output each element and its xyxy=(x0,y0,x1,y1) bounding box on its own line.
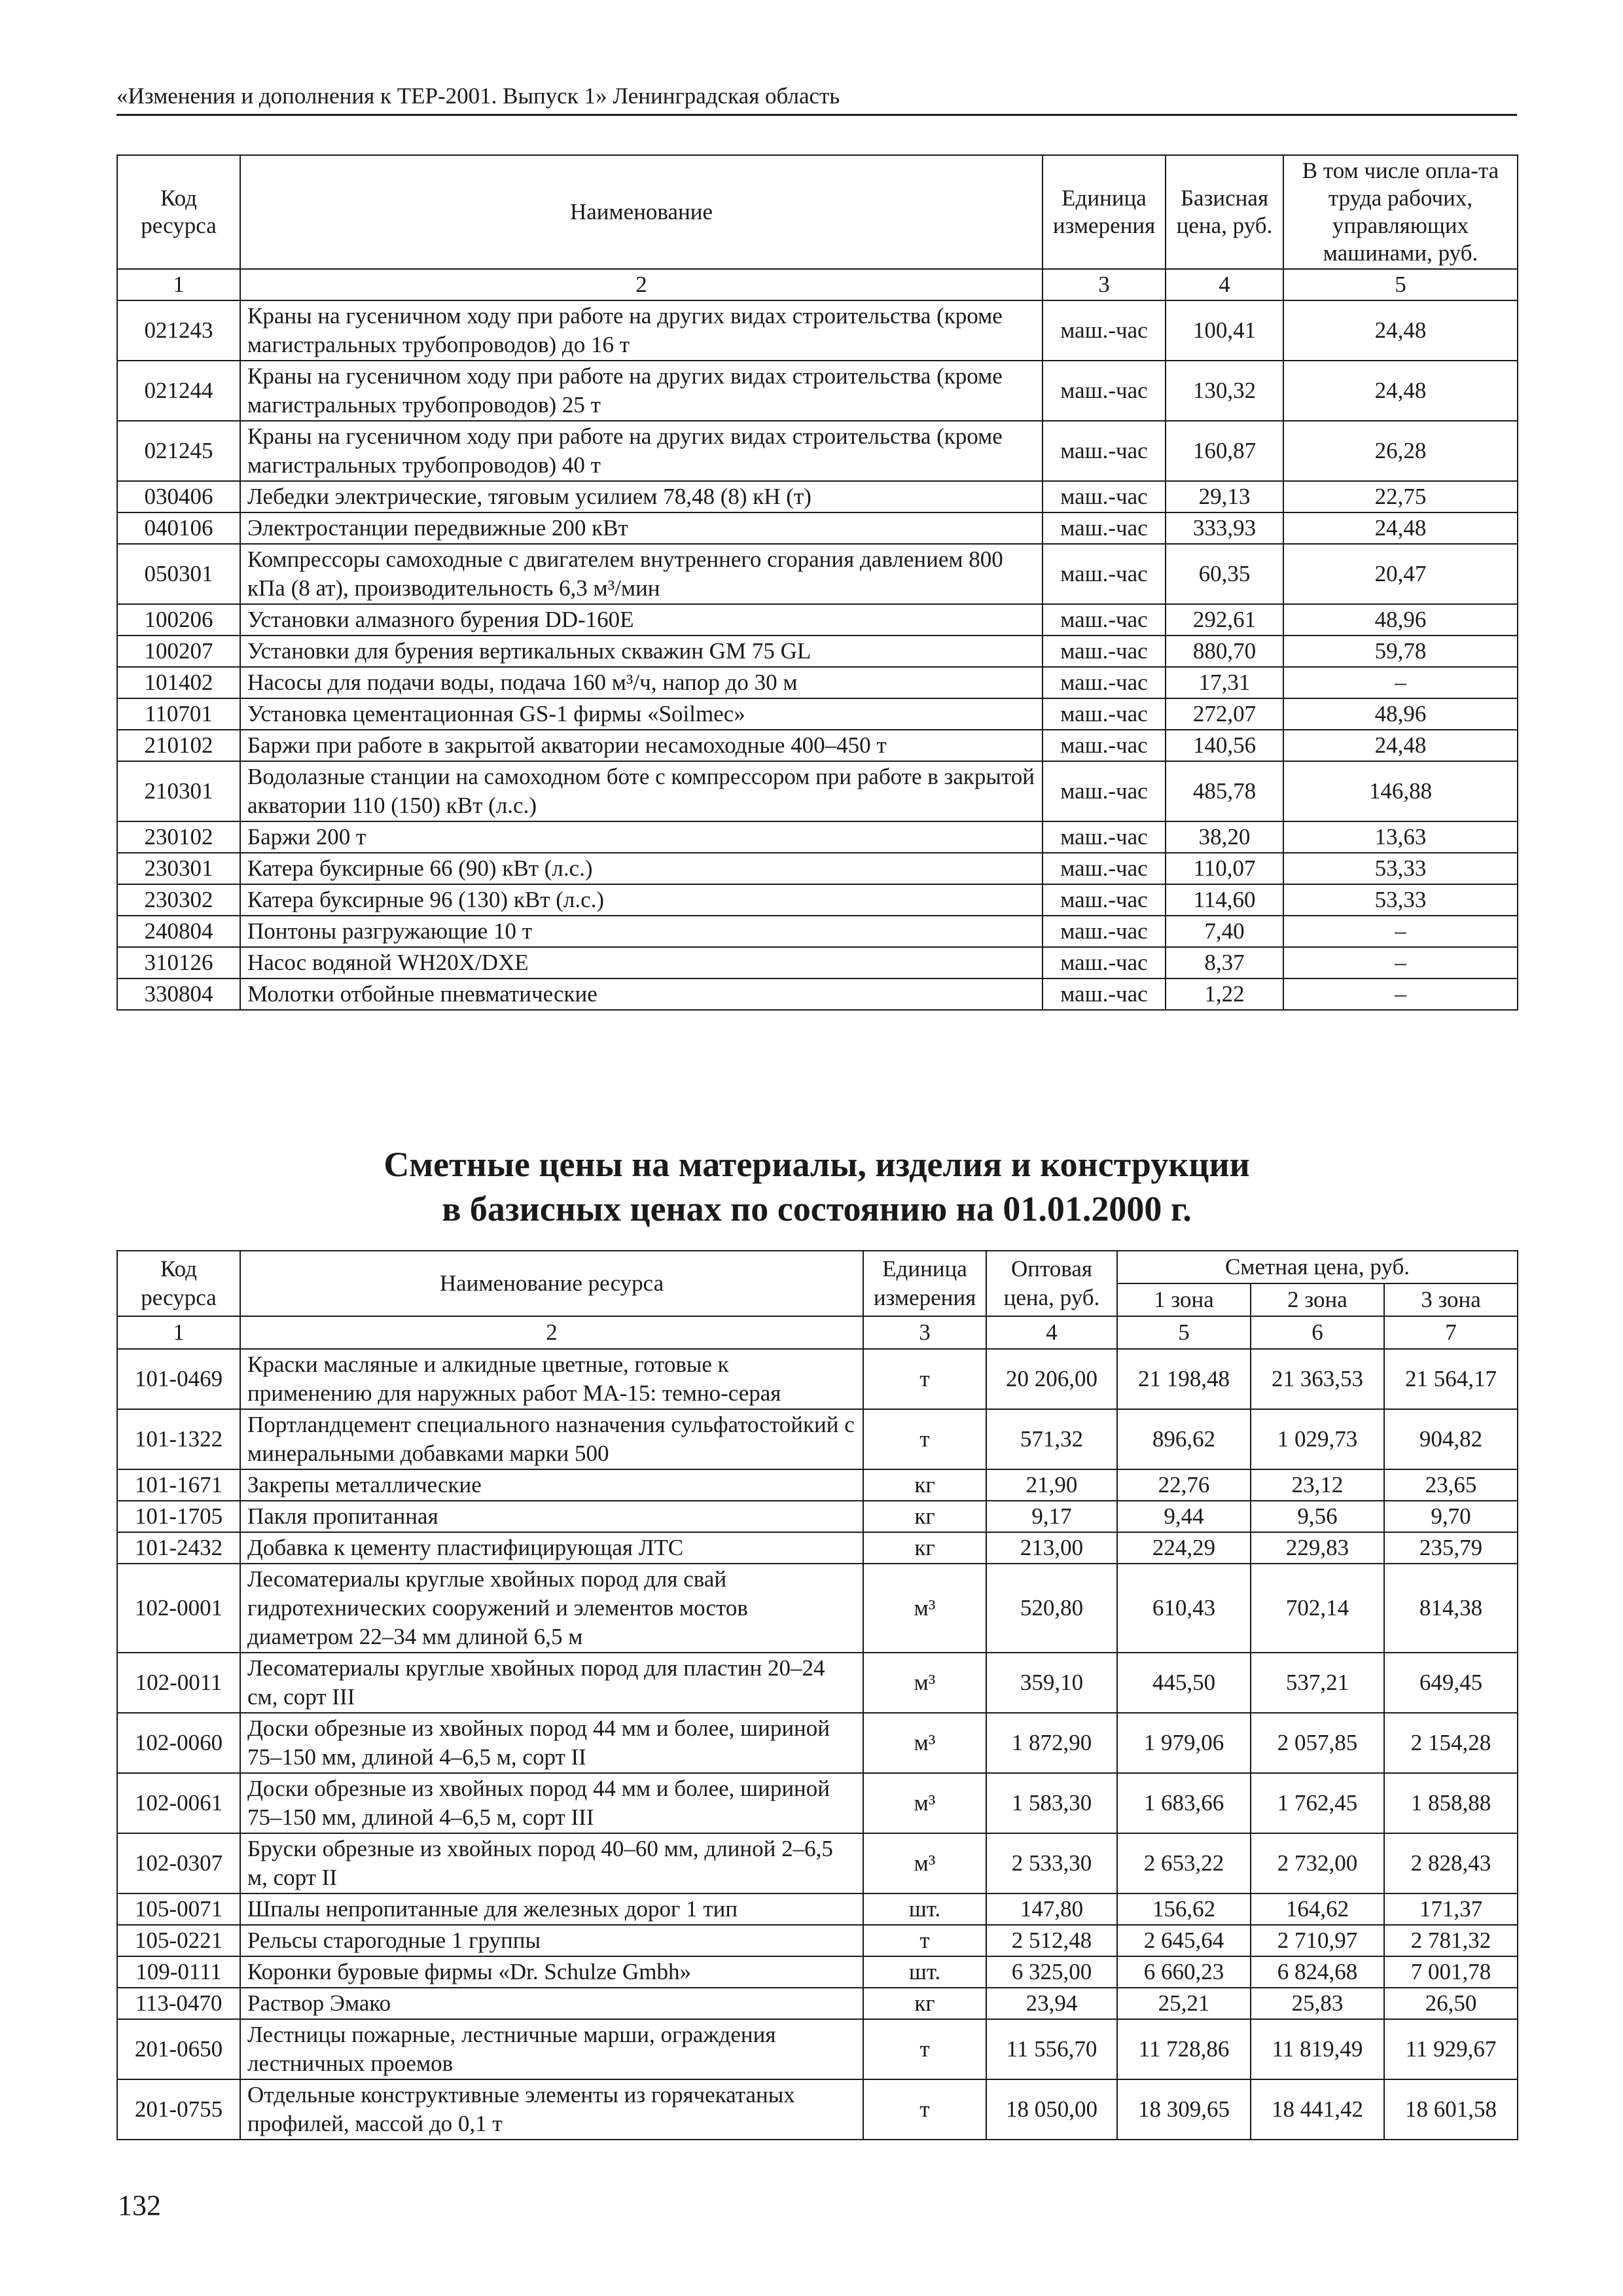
table-row xyxy=(117,1564,1518,1653)
cell-zone3: 18 601,58 xyxy=(1384,2079,1518,2140)
cell-zone1: 224,29 xyxy=(1117,1532,1251,1564)
cell-name: Установки алмазного бурения DD-160E xyxy=(240,604,1043,636)
cell-unit: т xyxy=(863,1925,986,1956)
cell-wholesale: 359,10 xyxy=(986,1653,1117,1713)
cell-name: Доски обрезные из хвойных пород 44 мм и более, шириной 75–150 мм, длиной 4–6,5 м, сорт III xyxy=(240,1773,863,1833)
section-title-line: в базисных ценах по состоянию на 01.01.2000 г. xyxy=(442,1189,1192,1229)
column-number: 5 xyxy=(1117,1316,1251,1349)
cell-zone2: 18 441,42 xyxy=(1251,2079,1384,2140)
cell-zone2: 9,56 xyxy=(1251,1501,1384,1532)
table-row xyxy=(117,884,1518,916)
cell-unit: шт. xyxy=(863,1893,986,1925)
cell-code: 100206 xyxy=(117,604,240,636)
cell-unit: маш.-час xyxy=(1043,481,1166,512)
cell-wholesale: 147,80 xyxy=(986,1893,1117,1925)
cell-zone1: 156,62 xyxy=(1117,1893,1251,1925)
cell-wholesale: 571,32 xyxy=(986,1409,1117,1469)
cell-unit: м³ xyxy=(863,1653,986,1713)
cell-name: Молотки отбойные пневматические xyxy=(240,978,1043,1010)
cell-name: Лестницы пожарные, лестничные марши, ограждения лестничных проемов xyxy=(240,2019,863,2079)
cell-unit: м³ xyxy=(863,1564,986,1653)
cell-name: Бруски обрезные из хвойных пород 40–60 мм, длиной 2–6,5 м, сорт II xyxy=(240,1833,863,1893)
cell-zone1: 1 979,06 xyxy=(1117,1713,1251,1773)
cell-price: 60,35 xyxy=(1166,544,1283,604)
table-row xyxy=(117,1833,1518,1893)
cell-zone1: 21 198,48 xyxy=(1117,1349,1251,1409)
cell-price: 1,22 xyxy=(1166,978,1283,1010)
cell-zone3: 904,82 xyxy=(1384,1409,1518,1469)
cell-unit: маш.-час xyxy=(1043,667,1166,698)
cell-zone3: 814,38 xyxy=(1384,1564,1518,1653)
cell-code: 102-0001 xyxy=(117,1564,240,1653)
cell-zone1: 9,44 xyxy=(1117,1501,1251,1532)
cell-wholesale: 1 583,30 xyxy=(986,1773,1117,1833)
table-row xyxy=(117,1653,1518,1713)
cell-unit: маш.-час xyxy=(1043,884,1166,916)
table-row xyxy=(117,821,1518,853)
machines-table xyxy=(116,154,1518,1011)
cell-zone1: 18 309,65 xyxy=(1117,2079,1251,2140)
cell-wholesale: 21,90 xyxy=(986,1469,1117,1501)
cell-zone3: 2 154,28 xyxy=(1384,1713,1518,1773)
table-row xyxy=(117,853,1518,884)
cell-zone3: 7 001,78 xyxy=(1384,1956,1518,1988)
cell-name: Закрепы металлические xyxy=(240,1469,863,1501)
cell-name: Водолазные станции на самоходном боте с компрессором при работе в закрытой акватории 110 (150) кВт (л.с.) xyxy=(240,761,1043,821)
table-row xyxy=(117,1988,1518,2019)
cell-wholesale: 11 556,70 xyxy=(986,2019,1117,2079)
header-wholesale: Оптовая цена, руб. xyxy=(986,1251,1117,1316)
cell-price: 114,60 xyxy=(1166,884,1283,916)
cell-wholesale: 2 533,30 xyxy=(986,1833,1117,1893)
column-number: 6 xyxy=(1251,1316,1384,1349)
cell-price: 38,20 xyxy=(1166,821,1283,853)
cell-name: Портландцемент специального назначения сульфатостойкий с минеральными добавками марки 500 xyxy=(240,1409,863,1469)
cell-wholesale: 9,17 xyxy=(986,1501,1117,1532)
cell-unit: кг xyxy=(863,1532,986,1564)
cell-name: Шпалы непропитанные для железных дорог 1 тип xyxy=(240,1893,863,1925)
cell-wages: 26,28 xyxy=(1283,421,1518,481)
cell-zone1: 6 660,23 xyxy=(1117,1956,1251,1988)
cell-code: 210301 xyxy=(117,761,240,821)
table-row xyxy=(117,636,1518,667)
header-code: Код ресурса xyxy=(117,155,240,269)
cell-code: 050301 xyxy=(117,544,240,604)
cell-wages: – xyxy=(1283,667,1518,698)
cell-wages: – xyxy=(1283,916,1518,947)
cell-code: 040106 xyxy=(117,512,240,544)
cell-name: Отдельные конструктивные элементы из горячекатаных профилей, массой до 0,1 т xyxy=(240,2079,863,2140)
cell-unit: маш.-час xyxy=(1043,821,1166,853)
cell-name: Лесоматериалы круглые хвойных пород для свай гидротехнических сооружений и элементов мостов диаметром 22–34 мм длиной 6,5 м xyxy=(240,1564,863,1653)
cell-wholesale: 23,94 xyxy=(986,1988,1117,2019)
cell-code: 230301 xyxy=(117,853,240,884)
cell-zone1: 2 653,22 xyxy=(1117,1833,1251,1893)
cell-code: 240804 xyxy=(117,916,240,947)
table-row xyxy=(117,1409,1518,1469)
cell-zone3: 2 781,32 xyxy=(1384,1925,1518,1956)
cell-price: 8,37 xyxy=(1166,947,1283,978)
cell-unit: кг xyxy=(863,1988,986,2019)
cell-unit: маш.-час xyxy=(1043,544,1166,604)
cell-zone2: 23,12 xyxy=(1251,1469,1384,1501)
cell-name: Доски обрезные из хвойных пород 44 мм и более, шириной 75–150 мм, длиной 4–6,5 м, сорт II xyxy=(240,1713,863,1773)
cell-price: 272,07 xyxy=(1166,698,1283,730)
cell-code: 105-0071 xyxy=(117,1893,240,1925)
cell-zone1: 610,43 xyxy=(1117,1564,1251,1653)
cell-name: Краны на гусеничном ходу при работе на других видах строительства (кроме магистральных трубопроводов) 25 т xyxy=(240,361,1043,421)
table-row xyxy=(117,2019,1518,2079)
cell-name: Баржи при работе в закрытой акватории несамоходные 400–450 т xyxy=(240,730,1043,761)
cell-name: Добавка к цементу пластифицирующая ЛТС xyxy=(240,1532,863,1564)
cell-zone1: 445,50 xyxy=(1117,1653,1251,1713)
cell-code: 201-0755 xyxy=(117,2079,240,2140)
cell-price: 292,61 xyxy=(1166,604,1283,636)
cell-zone3: 1 858,88 xyxy=(1384,1773,1518,1833)
cell-wages: 48,96 xyxy=(1283,604,1518,636)
cell-unit: маш.-час xyxy=(1043,604,1166,636)
table-row xyxy=(117,698,1518,730)
machines-body xyxy=(117,300,1518,1010)
cell-unit: т xyxy=(863,2079,986,2140)
table-row xyxy=(117,421,1518,481)
cell-unit: маш.-час xyxy=(1043,853,1166,884)
machines-number-row xyxy=(117,269,1518,300)
cell-zone1: 1 683,66 xyxy=(1117,1773,1251,1833)
header-name: Наименование ресурса xyxy=(240,1251,863,1316)
header-name: Наименование xyxy=(240,155,1043,269)
cell-code: 021245 xyxy=(117,421,240,481)
cell-zone1: 11 728,86 xyxy=(1117,2019,1251,2079)
table-row xyxy=(117,512,1518,544)
cell-code: 210102 xyxy=(117,730,240,761)
cell-price: 880,70 xyxy=(1166,636,1283,667)
cell-code: 330804 xyxy=(117,978,240,1010)
cell-zone1: 2 645,64 xyxy=(1117,1925,1251,1956)
cell-zone3: 11 929,67 xyxy=(1384,2019,1518,2079)
cell-name: Баржи 200 т xyxy=(240,821,1043,853)
column-number: 7 xyxy=(1384,1316,1518,1349)
column-number: 1 xyxy=(117,269,240,300)
cell-wholesale: 6 325,00 xyxy=(986,1956,1117,1988)
table-row xyxy=(117,730,1518,761)
header-unit: Единица измерения xyxy=(863,1251,986,1316)
header-wages: В том числе опла-та труда рабочих, управляющих машинами, руб. xyxy=(1283,155,1518,269)
table-row xyxy=(117,1501,1518,1532)
cell-zone2: 25,83 xyxy=(1251,1988,1384,2019)
cell-name: Электростанции передвижные 200 кВт xyxy=(240,512,1043,544)
cell-code: 030406 xyxy=(117,481,240,512)
table-row xyxy=(117,1532,1518,1564)
column-number: 3 xyxy=(1043,269,1166,300)
cell-name: Краны на гусеничном ходу при работе на других видах строительства (кроме магистральных трубопроводов) 40 т xyxy=(240,421,1043,481)
cell-price: 130,32 xyxy=(1166,361,1283,421)
column-number: 4 xyxy=(1166,269,1283,300)
header-price: Базисная цена, руб. xyxy=(1166,155,1283,269)
table-row xyxy=(117,361,1518,421)
table-row xyxy=(117,1925,1518,1956)
cell-zone1: 22,76 xyxy=(1117,1469,1251,1501)
cell-zone3: 171,37 xyxy=(1384,1893,1518,1925)
cell-code: 102-0060 xyxy=(117,1713,240,1773)
header-zone2: 2 зона xyxy=(1251,1283,1384,1316)
section-title-line: Сметные цены на материалы, изделия и конструкции xyxy=(383,1145,1250,1184)
cell-name: Коронки буровые фирмы «Dr. Schulze Gmbh» xyxy=(240,1956,863,1988)
cell-price: 140,56 xyxy=(1166,730,1283,761)
cell-code: 310126 xyxy=(117,947,240,978)
cell-wages: 13,63 xyxy=(1283,821,1518,853)
cell-price: 333,93 xyxy=(1166,512,1283,544)
cell-name: Насос водяной WH20X/DXE xyxy=(240,947,1043,978)
cell-wages: 53,33 xyxy=(1283,853,1518,884)
running-header: «Изменения и дополнения к ТЕР-2001. Выпуск 1» Ленинградская область xyxy=(116,81,1517,116)
header-unit: Единица измерения xyxy=(1043,155,1166,269)
cell-unit: кг xyxy=(863,1501,986,1532)
cell-name: Катера буксирные 66 (90) кВт (л.с.) xyxy=(240,853,1043,884)
cell-code: 110701 xyxy=(117,698,240,730)
cell-wholesale: 18 050,00 xyxy=(986,2079,1117,2140)
cell-wages: 24,48 xyxy=(1283,730,1518,761)
cell-zone2: 11 819,49 xyxy=(1251,2019,1384,2079)
cell-price: 160,87 xyxy=(1166,421,1283,481)
cell-code: 100207 xyxy=(117,636,240,667)
table-row xyxy=(117,300,1518,361)
cell-unit: маш.-час xyxy=(1043,761,1166,821)
cell-name: Установки для бурения вертикальных скважин GM 75 GL xyxy=(240,636,1043,667)
cell-price: 100,41 xyxy=(1166,300,1283,361)
cell-code: 101-1322 xyxy=(117,1409,240,1469)
cell-zone2: 1 029,73 xyxy=(1251,1409,1384,1469)
cell-code: 102-0307 xyxy=(117,1833,240,1893)
cell-wages: – xyxy=(1283,947,1518,978)
section-title xyxy=(116,1142,1517,1231)
cell-code: 230302 xyxy=(117,884,240,916)
cell-code: 101-0469 xyxy=(117,1349,240,1409)
materials-table xyxy=(116,1250,1518,2140)
cell-wholesale: 213,00 xyxy=(986,1532,1117,1564)
page-number: 132 xyxy=(118,2189,161,2221)
cell-zone1: 896,62 xyxy=(1117,1409,1251,1469)
cell-wages: 48,96 xyxy=(1283,698,1518,730)
cell-name: Установка цементационная GS-1 фирмы «Soilmec» xyxy=(240,698,1043,730)
cell-zone2: 2 732,00 xyxy=(1251,1833,1384,1893)
cell-zone1: 25,21 xyxy=(1117,1988,1251,2019)
cell-name: Краны на гусеничном ходу при работе на других видах строительства (кроме магистральных трубопроводов) до 16 т xyxy=(240,300,1043,361)
cell-unit: м³ xyxy=(863,1833,986,1893)
cell-code: 102-0011 xyxy=(117,1653,240,1713)
cell-name: Понтоны разгружающие 10 т xyxy=(240,916,1043,947)
cell-name: Краски масляные и алкидные цветные, готовые к применению для наружных работ МА-15: темно-серая xyxy=(240,1349,863,1409)
cell-unit: маш.-час xyxy=(1043,361,1166,421)
cell-wages: – xyxy=(1283,978,1518,1010)
cell-unit: маш.-час xyxy=(1043,916,1166,947)
table-row xyxy=(117,2079,1518,2140)
cell-zone3: 235,79 xyxy=(1384,1532,1518,1564)
cell-unit: маш.-час xyxy=(1043,730,1166,761)
cell-price: 485,78 xyxy=(1166,761,1283,821)
cell-code: 201-0650 xyxy=(117,2019,240,2079)
materials-body xyxy=(117,1349,1518,2140)
cell-zone2: 6 824,68 xyxy=(1251,1956,1384,1988)
cell-zone3: 23,65 xyxy=(1384,1469,1518,1501)
cell-code: 109-0111 xyxy=(117,1956,240,1988)
column-number: 5 xyxy=(1283,269,1518,300)
cell-unit: маш.-час xyxy=(1043,512,1166,544)
column-number: 2 xyxy=(240,269,1043,300)
cell-code: 101-2432 xyxy=(117,1532,240,1564)
materials-number-row xyxy=(117,1316,1518,1349)
cell-code: 105-0221 xyxy=(117,1925,240,1956)
cell-zone2: 2 710,97 xyxy=(1251,1925,1384,1956)
cell-zone3: 649,45 xyxy=(1384,1653,1518,1713)
cell-code: 021244 xyxy=(117,361,240,421)
cell-name: Насосы для подачи воды, подача 160 м³/ч, напор до 30 м xyxy=(240,667,1043,698)
cell-unit: маш.-час xyxy=(1043,698,1166,730)
table-row xyxy=(117,604,1518,636)
table-row xyxy=(117,1713,1518,1773)
table-row xyxy=(117,1349,1518,1409)
column-number: 3 xyxy=(863,1316,986,1349)
cell-name: Раствор Эмако xyxy=(240,1988,863,2019)
cell-name: Лесоматериалы круглые хвойных пород для пластин 20–24 см, сорт III xyxy=(240,1653,863,1713)
cell-price: 17,31 xyxy=(1166,667,1283,698)
cell-code: 230102 xyxy=(117,821,240,853)
header-estimate: Сметная цена, руб. xyxy=(1117,1251,1518,1283)
cell-unit: м³ xyxy=(863,1773,986,1833)
column-number: 1 xyxy=(117,1316,240,1349)
cell-zone2: 229,83 xyxy=(1251,1532,1384,1564)
cell-unit: маш.-час xyxy=(1043,300,1166,361)
cell-zone2: 164,62 xyxy=(1251,1893,1384,1925)
header-code: Код ресурса xyxy=(117,1251,240,1316)
table-row xyxy=(117,1893,1518,1925)
cell-name: Компрессоры самоходные с двигателем внутреннего сгорания давлением 800 кПа (8 ат), производительность 6,3 м³/мин xyxy=(240,544,1043,604)
cell-zone2: 537,21 xyxy=(1251,1653,1384,1713)
cell-price: 7,40 xyxy=(1166,916,1283,947)
cell-zone3: 2 828,43 xyxy=(1384,1833,1518,1893)
cell-unit: маш.-час xyxy=(1043,978,1166,1010)
cell-unit: т xyxy=(863,1349,986,1409)
cell-wages: 20,47 xyxy=(1283,544,1518,604)
table-row xyxy=(117,481,1518,512)
cell-code: 101-1705 xyxy=(117,1501,240,1532)
cell-code: 101-1671 xyxy=(117,1469,240,1501)
cell-name: Лебедки электрические, тяговым усилием 78,48 (8) кН (т) xyxy=(240,481,1043,512)
table-row xyxy=(117,667,1518,698)
cell-name: Пакля пропитанная xyxy=(240,1501,863,1532)
cell-unit: т xyxy=(863,1409,986,1469)
cell-unit: маш.-час xyxy=(1043,636,1166,667)
cell-wages: 146,88 xyxy=(1283,761,1518,821)
cell-unit: шт. xyxy=(863,1956,986,1988)
cell-unit: т xyxy=(863,2019,986,2079)
column-number: 4 xyxy=(986,1316,1117,1349)
cell-code: 101402 xyxy=(117,667,240,698)
machines-header-row xyxy=(117,155,1518,269)
cell-zone2: 702,14 xyxy=(1251,1564,1384,1653)
cell-unit: кг xyxy=(863,1469,986,1501)
table-row xyxy=(117,978,1518,1010)
cell-price: 29,13 xyxy=(1166,481,1283,512)
table-row xyxy=(117,916,1518,947)
table-row xyxy=(117,947,1518,978)
cell-zone3: 21 564,17 xyxy=(1384,1349,1518,1409)
cell-unit: маш.-час xyxy=(1043,947,1166,978)
cell-code: 113-0470 xyxy=(117,1988,240,2019)
cell-wages: 59,78 xyxy=(1283,636,1518,667)
header-zone3: 3 зона xyxy=(1384,1283,1518,1316)
cell-name: Катера буксирные 96 (130) кВт (л.с.) xyxy=(240,884,1043,916)
cell-wages: 53,33 xyxy=(1283,884,1518,916)
cell-wholesale: 20 206,00 xyxy=(986,1349,1117,1409)
cell-wages: 24,48 xyxy=(1283,300,1518,361)
cell-code: 102-0061 xyxy=(117,1773,240,1833)
table-row xyxy=(117,761,1518,821)
cell-price: 110,07 xyxy=(1166,853,1283,884)
cell-wages: 24,48 xyxy=(1283,512,1518,544)
cell-wholesale: 1 872,90 xyxy=(986,1713,1117,1773)
table-row xyxy=(117,1956,1518,1988)
table-row xyxy=(117,1773,1518,1833)
cell-unit: маш.-час xyxy=(1043,421,1166,481)
cell-zone2: 2 057,85 xyxy=(1251,1713,1384,1773)
cell-code: 021243 xyxy=(117,300,240,361)
cell-wages: 24,48 xyxy=(1283,361,1518,421)
cell-wholesale: 520,80 xyxy=(986,1564,1117,1653)
cell-zone2: 1 762,45 xyxy=(1251,1773,1384,1833)
cell-zone2: 21 363,53 xyxy=(1251,1349,1384,1409)
cell-wholesale: 2 512,48 xyxy=(986,1925,1117,1956)
column-number: 2 xyxy=(240,1316,863,1349)
cell-zone3: 9,70 xyxy=(1384,1501,1518,1532)
table-row xyxy=(117,544,1518,604)
cell-unit: м³ xyxy=(863,1713,986,1773)
cell-wages: 22,75 xyxy=(1283,481,1518,512)
cell-name: Рельсы старогодные 1 группы xyxy=(240,1925,863,1956)
materials-header-row xyxy=(117,1251,1518,1283)
header-zone1: 1 зона xyxy=(1117,1283,1251,1316)
cell-zone3: 26,50 xyxy=(1384,1988,1518,2019)
table-row xyxy=(117,1469,1518,1501)
